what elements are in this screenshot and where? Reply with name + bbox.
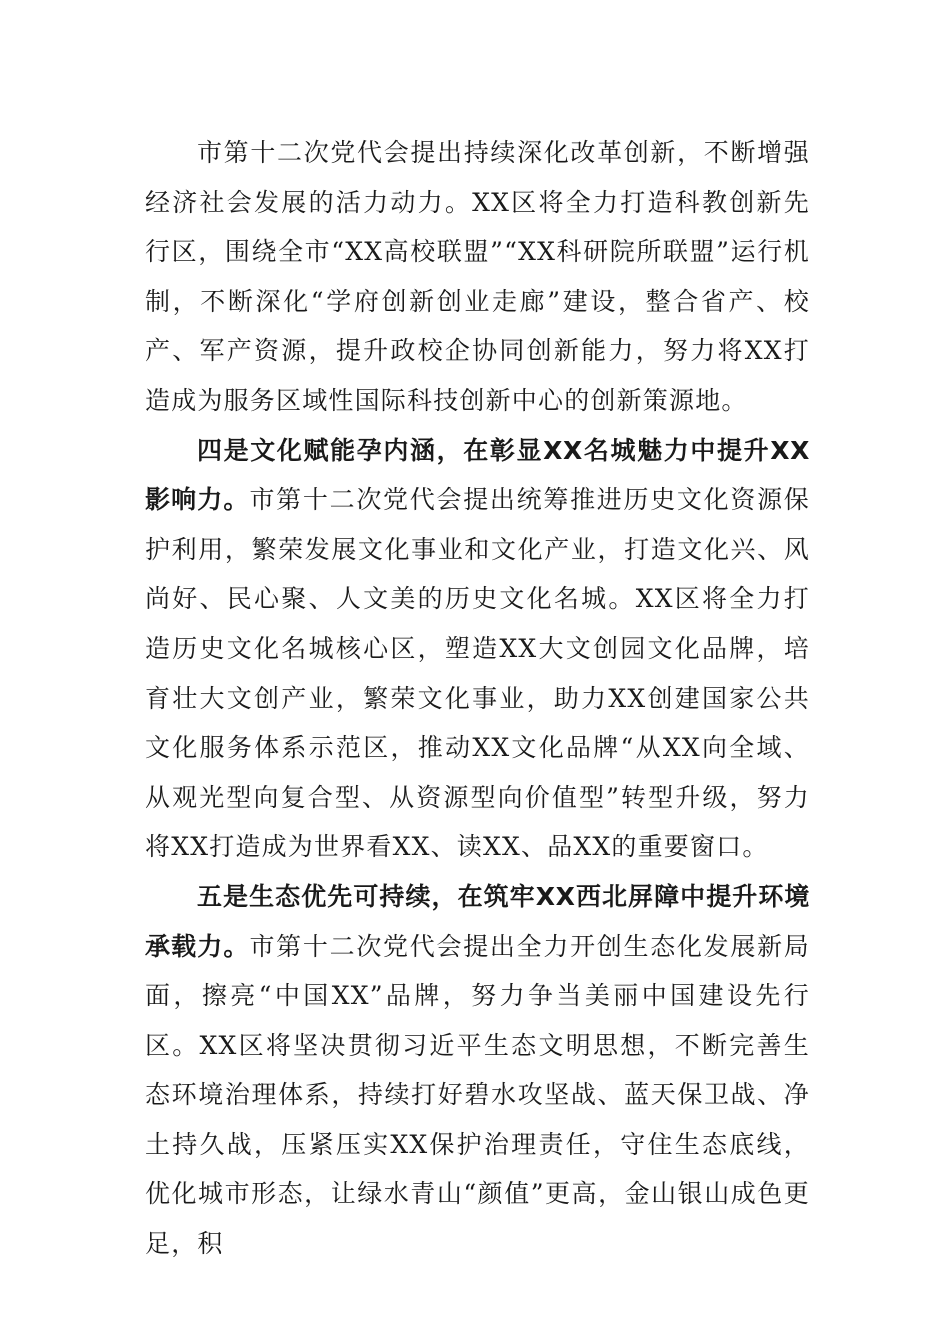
paragraph-lead-heading: 五是生态优先可持续，在筑牢XX西北屏障中提升环境承载力。 <box>145 881 810 961</box>
paragraph-body: 市第十二次党代会提出全力开创生态化发展新局面，擦亮“中国XX”品牌，努力争当美丽中国建设先行区。XX区将坚决贯彻习近平生态文明思想，不断完善生态环境治理体系，持续打好碧水攻坚战、蓝天保卫战、净土持久战，压紧压实XX保护治理责任，守住生态底线，优化城市形态，让绿水青山“颜值”更高，金山银山成色更足，积 <box>145 931 810 1259</box>
paragraph-body: 市第十二次党代会提出持续深化改革创新，不断增强经济社会发展的活力动力。XX区将全力打造科教创新先行区，围绕全市“XX高校联盟”“XX科研院所联盟”运行机制，不断深化“学府创新创业走廊”建设，整合省产、校产、军产资源，提升政校企协同创新能力，努力将XX打造成为服务区域性国际科技创新中心的创新策源地。 <box>145 138 810 415</box>
paragraph-body: 市第十二次党代会提出统筹推进历史文化资源保护利用，繁荣发展文化事业和文化产业，打造文化兴、风尚好、民心聚、人文美的历史文化名城。XX区将全力打造历史文化名城核心区，塑造XX大文创园文化品牌，培育壮大文创产业，繁荣文化事业，助力XX创建国家公共文化服务体系示范区，推动XX文化品牌“从XX向全域、从观光型向复合型、从资源型向价值型”转型升级，努力将XX打造成为世界看XX、读XX、品XX的重要窗口。 <box>145 485 810 862</box>
paragraph-ecology <box>145 872 810 1269</box>
paragraph-culture <box>145 426 810 872</box>
paragraph-innovation <box>145 128 810 426</box>
document-body <box>145 128 810 1269</box>
paragraph-lead-heading: 四是文化赋能孕内涵，在彰显XX名城魅力中提升XX影响力。 <box>145 435 810 515</box>
